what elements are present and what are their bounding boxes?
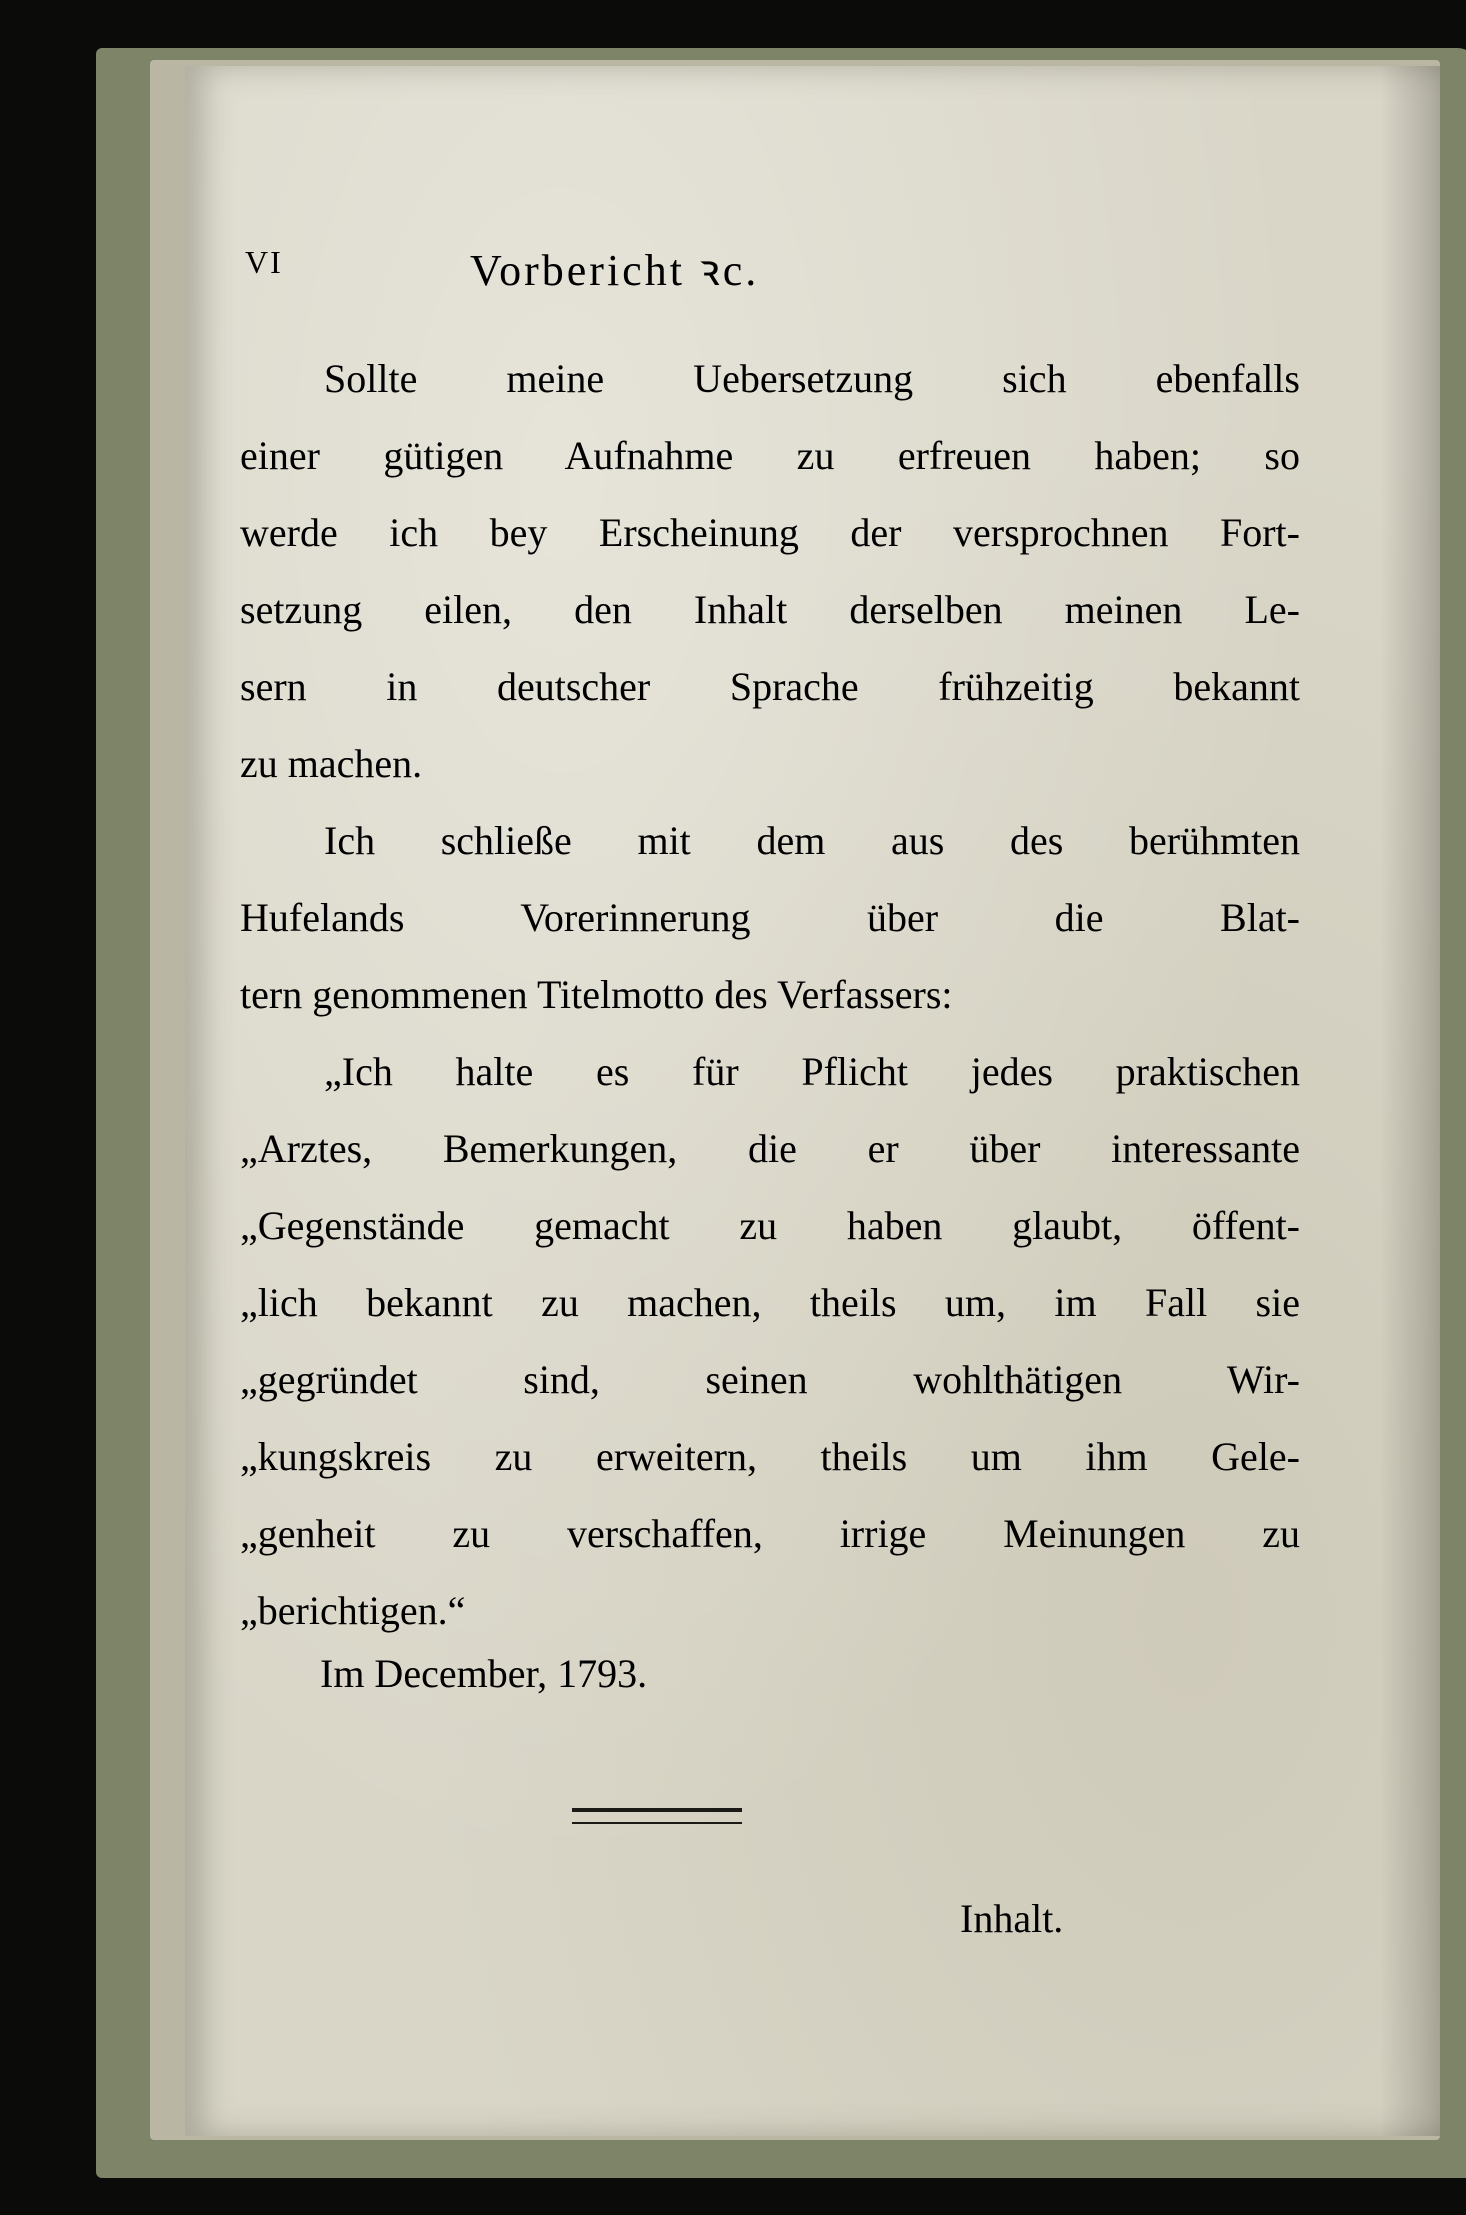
text-line: sern in deutscher Sprache frühzeitig bekannt <box>240 664 1300 709</box>
paragraph-translation-note <box>240 340 1300 802</box>
body-text <box>240 340 1300 1649</box>
spine-shadow <box>1380 66 1440 2136</box>
quote-line: „berichtigen.“ <box>240 1588 466 1633</box>
text-line: tern genommenen Titelmotto des Verfassers: <box>240 972 953 1017</box>
quote-line: „genheit zu verschaffen, irrige Meinungen zu <box>240 1511 1300 1556</box>
page-number: VI <box>245 244 283 280</box>
quote-line: „kungskreis zu erweitern, theils um ihm Gele- <box>240 1434 1300 1479</box>
text-line: Ich schließe mit dem aus des berühmten <box>324 818 1300 863</box>
quote-line: „gegründet sind, seinen wohlthätigen Wir- <box>240 1357 1300 1402</box>
text-line: Sollte meine Uebersetzung sich ebenfalls <box>324 356 1300 401</box>
text-line: einer gütigen Aufnahme zu erfreuen haben; so <box>240 433 1300 478</box>
text-line: werde ich bey Erscheinung der versprochnen Fort- <box>240 510 1300 555</box>
quote-line: „Gegenstände gemacht zu haben glaubt, öffent- <box>240 1203 1300 1248</box>
quote-line: „lich bekannt zu machen, theils um, im Fall sie <box>240 1280 1300 1325</box>
text-line: Hufelands Vorerinnerung über die Blat- <box>240 895 1300 940</box>
running-head: Vorbericht ꝛc. <box>470 246 760 295</box>
paragraph-motto-quote <box>240 1033 1300 1649</box>
quote-line: „Ich halte es für Pflicht jedes praktischen <box>324 1049 1300 1094</box>
page-header <box>245 238 1295 308</box>
text-line: setzung eilen, den Inhalt derselben meinen Le- <box>240 587 1300 632</box>
closing-rule <box>572 1808 742 1824</box>
text-line: zu machen. <box>240 741 423 786</box>
paragraph-motto-intro <box>240 802 1300 1033</box>
quote-line: „Arztes, Bemerkungen, die er über interessante <box>240 1126 1300 1171</box>
catchword: Inhalt. <box>960 1896 1064 1941</box>
date-line: Im December, 1793. <box>320 1651 648 1696</box>
